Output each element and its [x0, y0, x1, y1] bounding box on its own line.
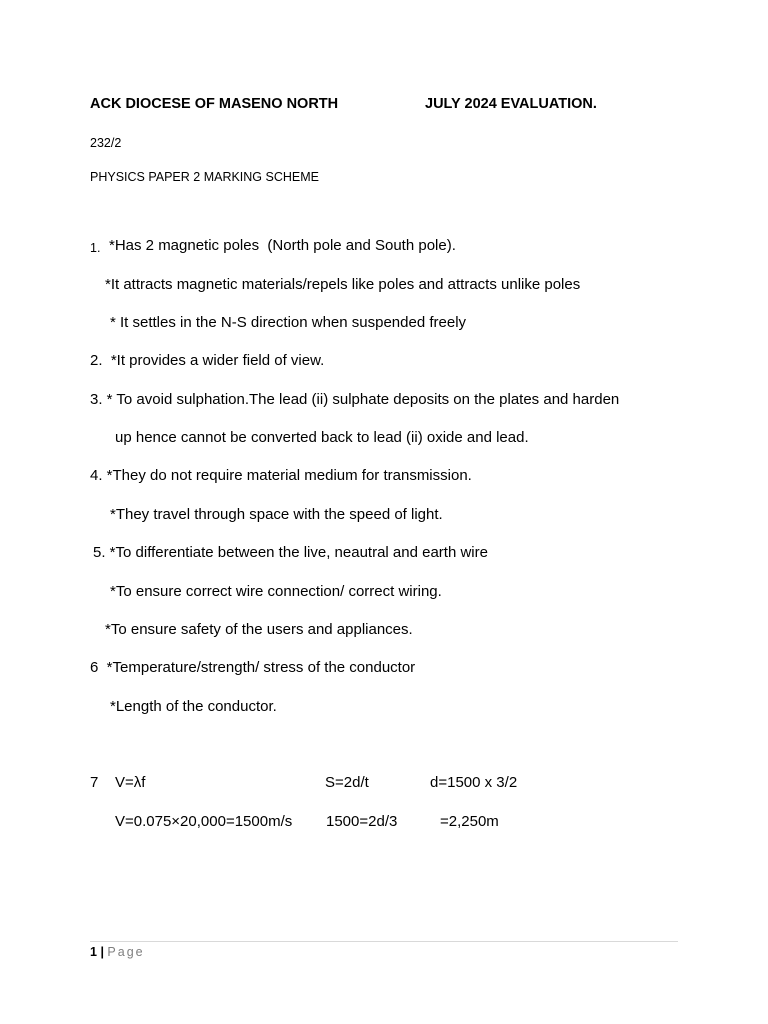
answer-2-line-1: 2. *It provides a wider field of view.: [90, 352, 325, 369]
question-7-number: 7: [90, 774, 99, 791]
answer-1-line-2: *It attracts magnetic materials/repels like poles and attracts unlike poles: [105, 276, 581, 293]
answer-5-line-1: 5. *To differentiate between the live, neautral and earth wire: [93, 544, 488, 561]
answer-1-line-1: *Has 2 magnetic poles (North pole and South pole).: [109, 237, 456, 254]
page-footer: [90, 944, 145, 960]
answer-7-calc-echo: 1500=2d/3: [326, 813, 398, 830]
answer-3-line-2: up hence cannot be converted back to lead (ii) oxide and lead.: [115, 429, 529, 446]
answer-3-line-1: 3. * To avoid sulphation.The lead (ii) sulphate deposits on the plates and harden: [90, 391, 620, 408]
page-label: Page: [107, 945, 145, 959]
answer-7-formula-wave: V=λf: [115, 774, 146, 791]
answer-5-line-2: *To ensure correct wire connection/ correct wiring.: [110, 583, 442, 600]
answer-6-line-2: *Length of the conductor.: [110, 698, 277, 715]
question-1-number: 1.: [90, 241, 101, 255]
answer-7-formula-distance: d=1500 x 3/2: [430, 774, 518, 791]
answer-7-formula-echo: S=2d/t: [325, 774, 369, 791]
paper-code: 232/2: [90, 136, 122, 150]
school-title: ACK DIOCESE OF MASENO NORTH: [90, 96, 339, 112]
answer-6-line-1: 6 *Temperature/strength/ stress of the conductor: [90, 659, 416, 676]
answer-1-line-3: * It settles in the N-S direction when suspended freely: [110, 314, 467, 331]
evaluation-title: JULY 2024 EVALUATION.: [425, 96, 597, 112]
page-number: 1: [90, 945, 97, 959]
answer-4-line-1: 4. *They do not require material medium for transmission.: [90, 467, 472, 484]
answer-4-line-2: *They travel through space with the speed of light.: [110, 506, 443, 523]
answer-7-calc-speed: V=0.075×20,000=1500m/s: [115, 813, 293, 830]
footer-divider: [90, 941, 678, 942]
answer-7-calc-distance: =2,250m: [440, 813, 499, 830]
paper-subtitle: PHYSICS PAPER 2 MARKING SCHEME: [90, 170, 319, 184]
footer-separator: |: [100, 945, 104, 959]
answer-5-line-3: *To ensure safety of the users and appliances.: [105, 621, 413, 638]
